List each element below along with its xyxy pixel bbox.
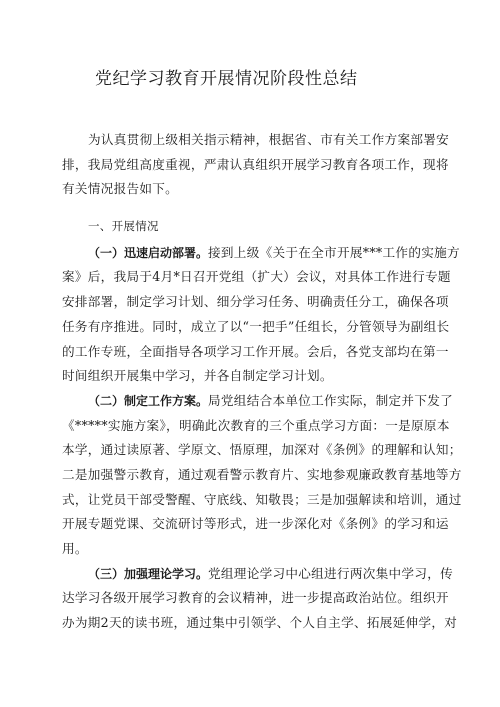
section-heading: 一、开展情况 [88,219,159,234]
p2-line-4: 二是加强警示教育，通过观看警示教育片、实地参观廉政教育基地等方 [62,466,462,482]
intro-line-3: 有关情况报告如下。 [62,181,179,197]
p2-line-7: 用。 [62,541,88,556]
p1-line-5: 的工作专班，全面指导各项学习工作开展。会后，各党支部均在第一 [62,343,449,359]
p2-first-line [62,389,453,414]
p1-line-2: 案》后，我局于4月*日召开党组（扩大）会议，对具体工作进行专题 [62,269,451,285]
p1-first-line [62,241,460,266]
p3-line-3: 办为期2天的读书班，通过集中引领学、个人自主学、拓展延伸学，对 [62,615,458,631]
p3-first-line [62,562,453,587]
intro-line-2: 排，我局党组高度重视，严肃认真组织开展学习教育各项工作，现将 [62,156,449,172]
p1-line-6: 时间组织开展集中学习，并各自制定学习计划。 [62,368,333,384]
p1-line-3: 安排部署，制定学习计划、细分学习任务、明确责任分工，确保各项 [62,294,449,310]
intro-line-1: 为认真贯彻上级相关指示精神，根据省、市有关工作方案部署安 [88,132,450,147]
p2-line-3: 本学，通过读原著、学原文、悟原理，加深对《条例》的理解和认知； [62,442,462,458]
document-title: 党纪学习教育开展情况阶段性总结 [95,69,358,89]
document-body [62,128,462,636]
p2-subheading: （二）制定工作方案。 [88,393,209,408]
p2-line-5: 式，让党员干部受警醒、守底线、知敬畏；三是加强解读和培训，通过 [62,491,462,507]
p3-subheading: （三）加强理论学习。 [88,566,209,581]
p1-first-text: 接到上级《关于在全市开展***工作的实施方 [208,244,460,260]
p3-line-2: 达学习各级开展学习教育的会议精神，进一步提高政治站位。组织开 [62,590,449,606]
p1-subheading: （一）迅速启动部署。 [88,245,209,260]
p2-line-6: 开展专题党课、交流研讨等形式，进一步深化对《条例》的学习和运 [62,516,449,532]
p2-first-text: 局党组结合本单位工作实际，制定并下发了 [208,392,453,408]
p2-line-2: 《*****实施方案》，明确此次教育的三个重点学习方面：一是原原本 [62,417,450,433]
p1-line-4: 任务有序推进。同时，成立了以“一把手”任组长，分管领导为副组长 [62,318,450,334]
p3-first-text: 党组理论学习中心组进行两次集中学习，传 [208,565,453,581]
